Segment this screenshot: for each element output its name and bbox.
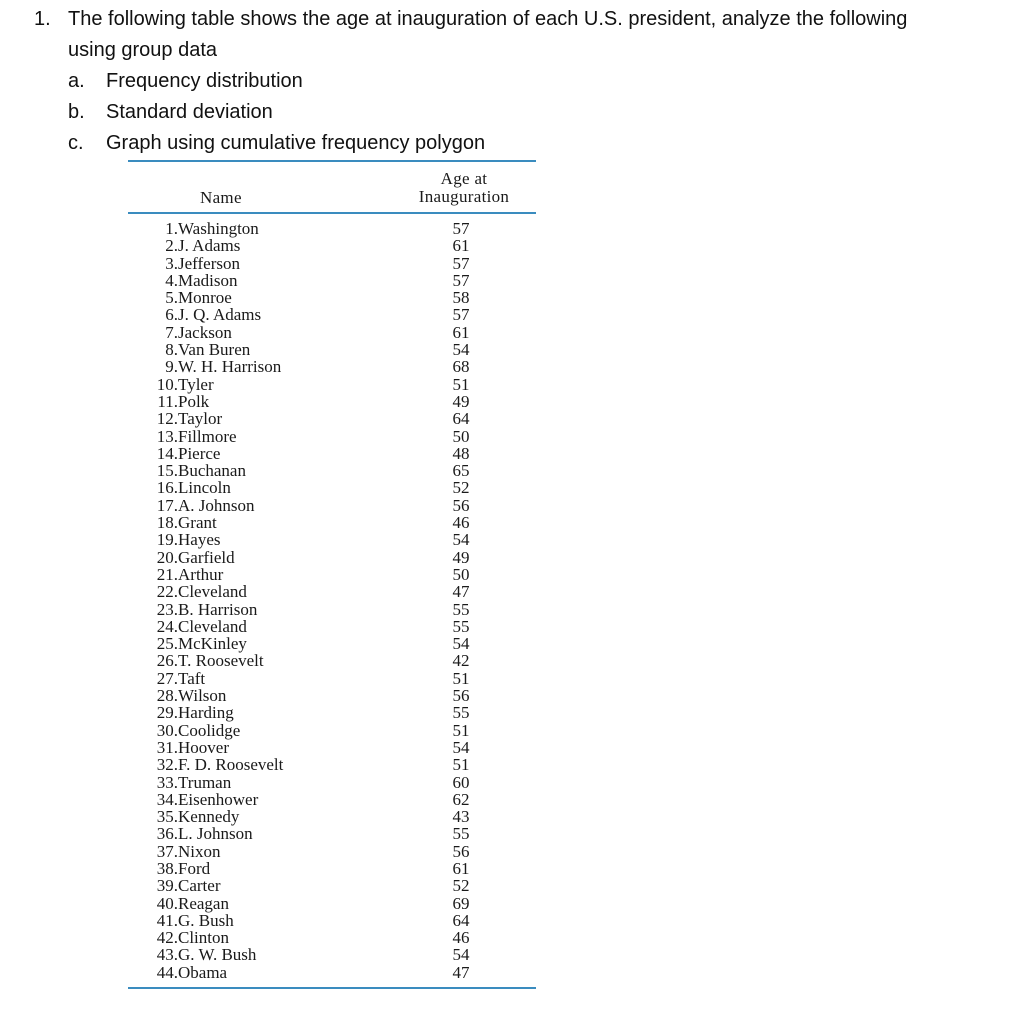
row-number: 42. xyxy=(156,928,178,948)
table-header-rule xyxy=(128,212,536,214)
table-row xyxy=(128,393,536,410)
table-row xyxy=(128,272,536,289)
president-name: Eisenhower xyxy=(178,789,259,809)
row-number: 23. xyxy=(156,599,178,619)
column-header-age-line2: Inauguration xyxy=(418,187,510,206)
inauguration-age: 51 xyxy=(452,374,470,394)
row-number: 3. xyxy=(165,253,178,273)
inauguration-age: 55 xyxy=(452,599,470,619)
table-row xyxy=(128,601,536,618)
row-number: 22. xyxy=(156,582,178,602)
inauguration-age: 51 xyxy=(452,720,470,740)
president-name: Nixon xyxy=(178,841,221,861)
inauguration-age: 61 xyxy=(452,322,470,342)
row-number: 20. xyxy=(156,547,178,567)
president-name: Monroe xyxy=(178,288,232,308)
row-number: 6. xyxy=(165,305,178,325)
inauguration-age: 55 xyxy=(452,824,470,844)
president-name: F. D. Roosevelt xyxy=(178,755,284,775)
inauguration-age: 49 xyxy=(452,391,470,411)
table-row xyxy=(128,618,536,635)
row-number: 29. xyxy=(156,703,178,723)
row-number: 24. xyxy=(156,616,178,636)
president-name: Harding xyxy=(178,703,234,723)
inauguration-age: 51 xyxy=(452,668,470,688)
president-name: Buchanan xyxy=(178,461,246,481)
inauguration-age: 46 xyxy=(452,513,470,533)
inauguration-age: 57 xyxy=(452,253,470,273)
row-number: 41. xyxy=(156,910,178,930)
inauguration-age: 61 xyxy=(452,236,470,256)
inauguration-age: 54 xyxy=(452,737,470,757)
table-row xyxy=(128,791,536,808)
table-row xyxy=(128,704,536,721)
inauguration-age: 42 xyxy=(452,651,470,671)
row-number: 33. xyxy=(156,772,178,792)
inauguration-age: 56 xyxy=(452,686,470,706)
inauguration-age: 55 xyxy=(452,616,470,636)
row-number: 27. xyxy=(156,668,178,688)
row-number: 9. xyxy=(165,357,178,377)
table-row xyxy=(128,652,536,669)
table-row xyxy=(128,670,536,687)
table-row xyxy=(128,341,536,358)
row-number: 5. xyxy=(165,288,178,308)
table-row xyxy=(128,255,536,272)
row-number: 7. xyxy=(165,322,178,342)
inauguration-age: 50 xyxy=(452,426,470,446)
president-name: G. W. Bush xyxy=(178,945,257,965)
inauguration-age: 55 xyxy=(452,703,470,723)
table-row xyxy=(128,964,536,981)
president-name: T. Roosevelt xyxy=(178,651,264,671)
row-number: 32. xyxy=(156,755,178,775)
column-header-age-line1: Age at xyxy=(440,169,488,188)
table-row xyxy=(128,895,536,912)
inauguration-age: 57 xyxy=(452,270,470,290)
inauguration-age: 49 xyxy=(452,547,470,567)
table-row xyxy=(128,514,536,531)
president-name: Truman xyxy=(178,772,232,792)
row-number: 30. xyxy=(156,720,178,740)
inauguration-age: 54 xyxy=(452,530,470,550)
question-text-line1: The following table shows the age at inauguration of each U.S. president, analyze the following xyxy=(68,8,908,30)
part-c-text: Graph using cumulative frequency polygon xyxy=(106,132,486,154)
row-number: 8. xyxy=(165,340,178,360)
row-number: 12. xyxy=(156,409,178,429)
row-number: 37. xyxy=(156,841,178,861)
president-name: Kennedy xyxy=(178,807,240,827)
president-name: Washington xyxy=(178,219,259,238)
row-number: 14. xyxy=(156,443,178,463)
president-name: Hoover xyxy=(178,737,229,757)
question-text-line2: using group data xyxy=(68,39,218,61)
row-number: 39. xyxy=(156,876,178,896)
table-row xyxy=(128,497,536,514)
inauguration-age: 51 xyxy=(452,755,470,775)
table-bottom-rule xyxy=(128,987,536,989)
inauguration-age: 64 xyxy=(452,409,470,429)
inauguration-age: 54 xyxy=(452,634,470,654)
president-name: B. Harrison xyxy=(178,599,258,619)
part-a-text: Frequency distribution xyxy=(106,70,303,92)
table-row xyxy=(128,324,536,341)
table-row xyxy=(128,825,536,842)
row-number: 26. xyxy=(156,651,178,671)
table-row xyxy=(128,912,536,929)
table-row xyxy=(128,860,536,877)
table-row xyxy=(128,428,536,445)
row-number: 31. xyxy=(156,737,178,757)
table-row xyxy=(128,566,536,583)
president-name: Reagan xyxy=(178,893,229,913)
table-row xyxy=(128,583,536,600)
president-name: Polk xyxy=(178,391,210,411)
inauguration-age: 48 xyxy=(452,443,470,463)
president-name: Obama xyxy=(178,962,228,982)
president-name: Cleveland xyxy=(178,582,247,602)
president-name: L. Johnson xyxy=(178,824,253,844)
row-number: 17. xyxy=(156,495,178,515)
inauguration-age: 46 xyxy=(452,928,470,948)
president-name: McKinley xyxy=(178,634,247,654)
inauguration-age: 52 xyxy=(452,876,470,896)
table-row xyxy=(128,410,536,427)
inauguration-age: 54 xyxy=(452,340,470,360)
inauguration-age: 68 xyxy=(452,357,470,377)
table-row xyxy=(128,220,536,237)
inauguration-age: 62 xyxy=(452,789,470,809)
row-number: 10. xyxy=(156,374,178,394)
question-number: 1. xyxy=(34,8,51,30)
row-number: 40. xyxy=(156,893,178,913)
president-name: Grant xyxy=(178,513,217,533)
president-name: A. Johnson xyxy=(178,495,255,515)
column-header-name: Name xyxy=(200,188,242,207)
president-name: Ford xyxy=(178,858,211,878)
table-top-rule xyxy=(128,160,536,162)
part-b-letter: b. xyxy=(68,101,85,123)
president-name: Jackson xyxy=(178,322,232,342)
row-number: 4. xyxy=(165,270,178,290)
table-row xyxy=(128,549,536,566)
table-row xyxy=(128,929,536,946)
inauguration-age: 69 xyxy=(452,893,470,913)
inauguration-age: 47 xyxy=(452,582,470,602)
row-number: 35. xyxy=(156,807,178,827)
inauguration-age: 60 xyxy=(452,772,470,792)
president-name: Van Buren xyxy=(178,340,251,360)
table-row xyxy=(128,462,536,479)
row-number: 18. xyxy=(156,513,178,533)
inauguration-age: 43 xyxy=(452,807,470,827)
row-number: 34. xyxy=(156,789,178,809)
president-name: Cleveland xyxy=(178,616,247,636)
table-row xyxy=(128,237,536,254)
table-row xyxy=(128,808,536,825)
part-b-text: Standard deviation xyxy=(106,101,273,123)
row-number: 13. xyxy=(156,426,178,446)
president-name: Coolidge xyxy=(178,720,241,740)
president-name: Tyler xyxy=(178,374,214,394)
president-name: G. Bush xyxy=(178,910,234,930)
row-number: 16. xyxy=(156,478,178,498)
row-number: 21. xyxy=(156,564,178,584)
table-row xyxy=(128,687,536,704)
table-row xyxy=(128,289,536,306)
row-number: 2. xyxy=(165,236,178,256)
table-row xyxy=(128,946,536,963)
table-row xyxy=(128,877,536,894)
table-row xyxy=(128,774,536,791)
row-number: 28. xyxy=(156,686,178,706)
table-row xyxy=(128,358,536,375)
table-row xyxy=(128,445,536,462)
row-number: 11. xyxy=(157,391,178,411)
table-row xyxy=(128,635,536,652)
inauguration-age: 47 xyxy=(452,962,470,982)
inauguration-age: 54 xyxy=(452,945,470,965)
inauguration-age: 58 xyxy=(452,288,470,308)
row-number: 19. xyxy=(156,530,178,550)
part-c-letter: c. xyxy=(68,132,84,154)
president-name: Fillmore xyxy=(178,426,237,446)
inauguration-age: 57 xyxy=(452,219,470,238)
table-row xyxy=(128,306,536,323)
row-number: 15. xyxy=(156,461,178,481)
president-name: Wilson xyxy=(178,686,227,706)
president-name: J. Q. Adams xyxy=(178,305,262,325)
row-number: 43. xyxy=(156,945,178,965)
president-name: Taylor xyxy=(178,409,223,429)
table-row xyxy=(128,722,536,739)
column-header-age xyxy=(392,170,536,206)
president-name: Lincoln xyxy=(178,478,231,498)
row-number: 1. xyxy=(165,219,178,238)
inauguration-age: 64 xyxy=(452,910,470,930)
inauguration-age: 61 xyxy=(452,858,470,878)
inauguration-age: 50 xyxy=(452,564,470,584)
president-name: Taft xyxy=(178,668,206,688)
table-row xyxy=(128,479,536,496)
table-row xyxy=(128,739,536,756)
president-name: Carter xyxy=(178,876,221,896)
inauguration-age: 56 xyxy=(452,841,470,861)
table-row xyxy=(128,756,536,773)
table-row xyxy=(128,843,536,860)
president-name: W. H. Harrison xyxy=(178,357,282,377)
inauguration-age: 56 xyxy=(452,495,470,515)
inauguration-age: 65 xyxy=(452,461,470,481)
table-body xyxy=(128,220,536,981)
president-name: Clinton xyxy=(178,928,230,948)
president-name: Arthur xyxy=(178,564,224,584)
table-row xyxy=(128,531,536,548)
part-a-letter: a. xyxy=(68,70,85,92)
president-name: J. Adams xyxy=(178,236,241,256)
president-name: Pierce xyxy=(178,443,221,463)
president-name: Madison xyxy=(178,270,238,290)
inauguration-age: 57 xyxy=(452,305,470,325)
table-row xyxy=(128,376,536,393)
president-name: Hayes xyxy=(178,530,221,550)
row-number: 25. xyxy=(156,634,178,654)
row-number: 38. xyxy=(156,858,178,878)
row-number: 44. xyxy=(156,962,178,982)
president-name: Garfield xyxy=(178,547,235,567)
inauguration-age: 52 xyxy=(452,478,470,498)
president-name: Jefferson xyxy=(178,253,240,273)
row-number: 36. xyxy=(156,824,178,844)
